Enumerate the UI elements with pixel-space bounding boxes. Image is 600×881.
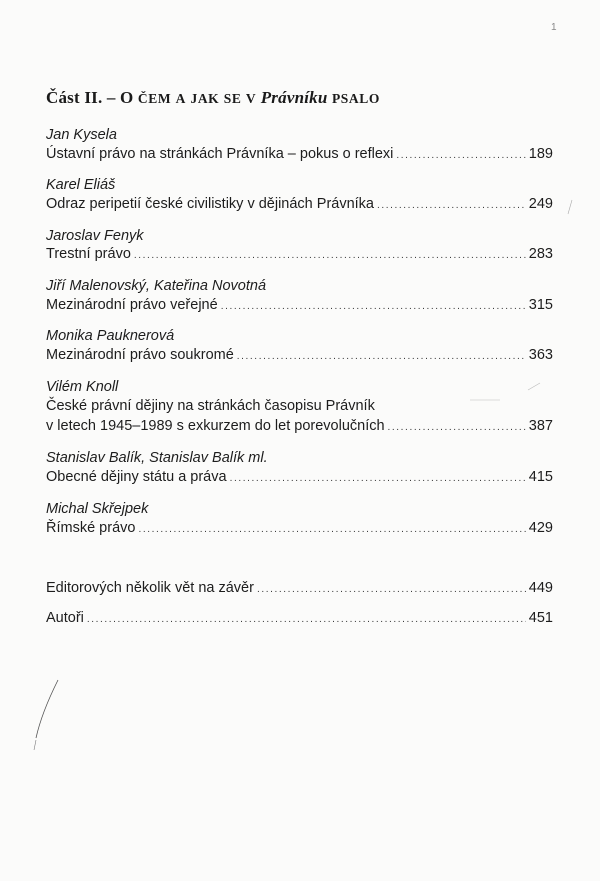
toc-author: Jaroslav Fenyk [46,228,144,244]
toc-entry-title: Autoři [46,610,84,626]
toc-entry-title: Obecné dějiny státu a práva [46,469,227,485]
section-title-word: SE [223,91,242,106]
section-title-journal: Právníku [260,88,328,107]
toc-entry-title: Editorových několik vět na závěr [46,580,254,596]
section-title-word: A [175,91,187,106]
toc-page-number: 363 [528,347,553,363]
toc-page-number: 283 [528,246,553,262]
toc-page-number: 449 [528,580,553,596]
toc-page-number: 451 [528,610,553,626]
toc-entry-title: Trestní právo [46,246,131,262]
toc-entry-title: v letech 1945–1989 s exkurzem do let porevolučních [46,418,385,434]
toc-author: Vilém Knoll [46,379,119,395]
toc-page-number: 249 [528,196,553,212]
toc-entry-title: Římské právo [46,520,136,536]
toc-author: Jan Kysela [46,127,117,143]
toc-entry-title: Odraz peripetií české civilistiky v dějinách Právníka [46,196,374,212]
toc-entry-title: Mezinárodní právo soukromé [46,347,234,363]
toc-entry-title: Mezinárodní právo veřejné [46,297,218,313]
section-title-word: V [245,91,257,106]
toc-entry-title: České právní dějiny na stránkách časopisu Právník [46,398,375,414]
toc-author: Jiří Malenovský, Kateřina Novotná [46,278,267,294]
toc-page-number: 415 [528,469,553,485]
pencil-stroke [34,740,36,750]
toc-author: Monika Pauknerová [46,328,175,344]
section-title-word: – [106,88,116,107]
section-title-word: Část [46,88,80,107]
section-title-word: O [120,88,134,107]
section-title-word: JAK [190,91,220,106]
pencil-stroke [36,680,58,738]
toc-entry-title: Ústavní právo na stránkách Právníka – pokus o reflexi [46,146,394,162]
toc-page-number: 189 [528,146,553,162]
toc-author: Stanislav Balík, Stanislav Balík ml. [46,450,268,466]
pencil-stroke [568,200,572,214]
pencil-stroke [528,383,540,390]
section-title-word: ČEM [137,91,172,106]
section-title-word: II. [84,88,103,107]
toc-author: Karel Eliáš [46,177,116,193]
section-title-suffix: PSALO [331,91,380,106]
toc-page-number: 387 [528,418,553,434]
toc-author: Michal Skřejpek [46,501,149,517]
toc-page-number: 315 [528,297,553,313]
page-mark: 1 [551,22,557,33]
toc-page-number: 429 [528,520,553,536]
